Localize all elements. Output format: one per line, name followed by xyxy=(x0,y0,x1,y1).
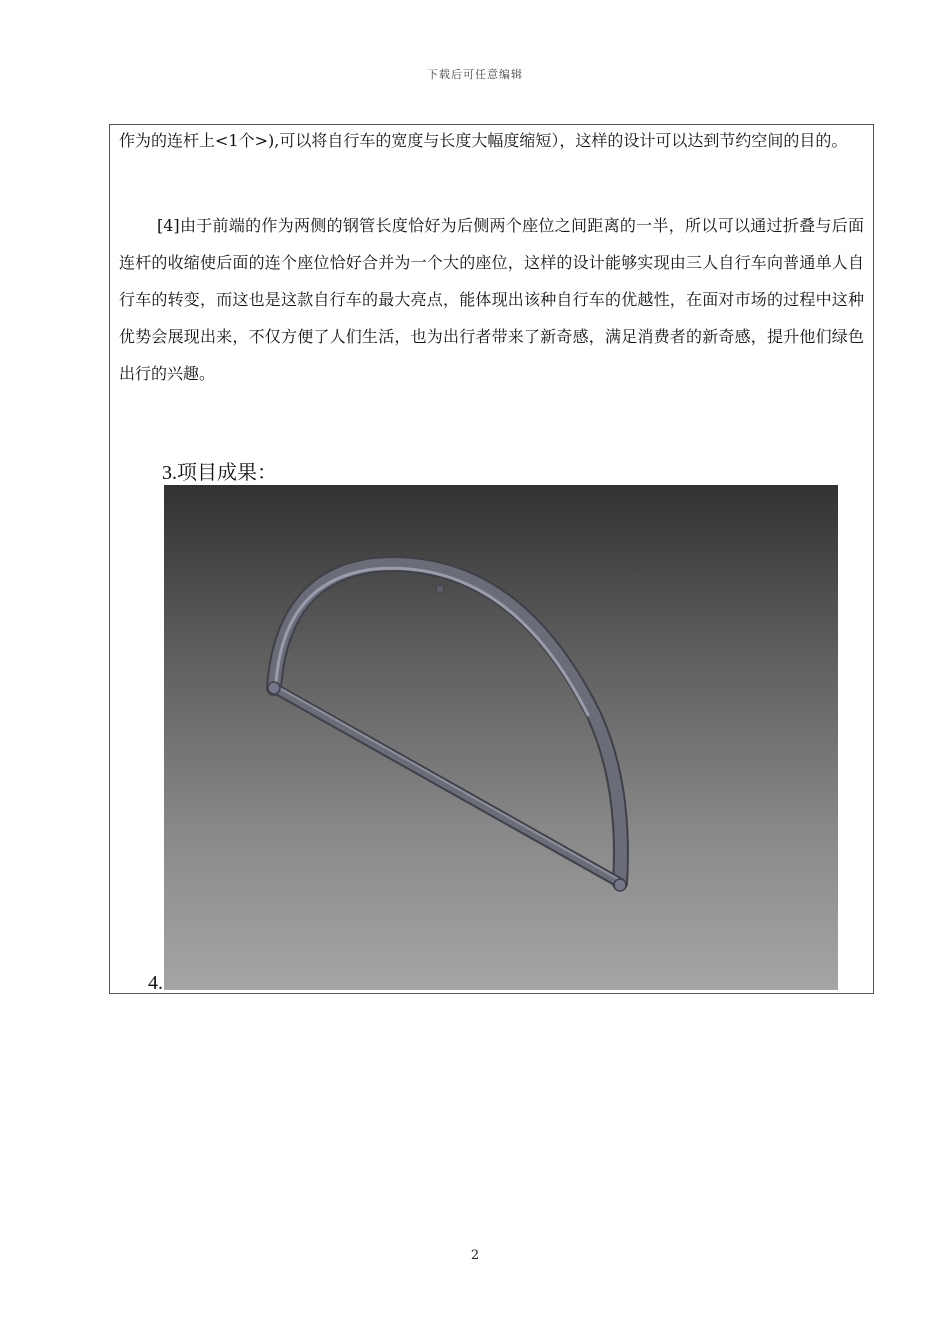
straight-rod xyxy=(274,688,620,883)
semicircle-frame-render xyxy=(164,485,838,990)
header-note: 下载后可任意编辑 xyxy=(427,68,523,81)
paragraph-design-feature: [4]由于前端的作为两侧的钢管长度恰好为后侧两个座位之间距离的一半，所以可以通过折叠与后面连杆的收缩使后面的连个座位恰好合并为一个大的座位，这样的设计能够实现由三人自行车向普通单人自行车的转变，而这也是这款自行车的最大亮点，能体现出该种自行车的优越性，在面对市场的过程中这种优势会展现出来，不仅方便了人们生活，也为出行者带来了新奇感，满足消费者的新奇感，提升他们绿色出行的兴趣。 xyxy=(119,216,864,383)
arc-connector xyxy=(436,585,444,593)
paragraph-continuation: 作为的连杆上<1个>),可以将自行车的宽度与长度大幅度缩短），这样的设计可以达到节约空间的目的。 xyxy=(119,131,848,150)
content-box xyxy=(109,124,874,994)
section-title: 3.项目成果： xyxy=(162,462,277,484)
left-joint xyxy=(268,682,280,694)
right-joint xyxy=(614,879,626,891)
next-section-number: 4. xyxy=(148,972,163,994)
rod-highlight xyxy=(276,686,618,879)
page-number: 2 xyxy=(470,1248,480,1263)
product-render-image xyxy=(164,485,838,990)
